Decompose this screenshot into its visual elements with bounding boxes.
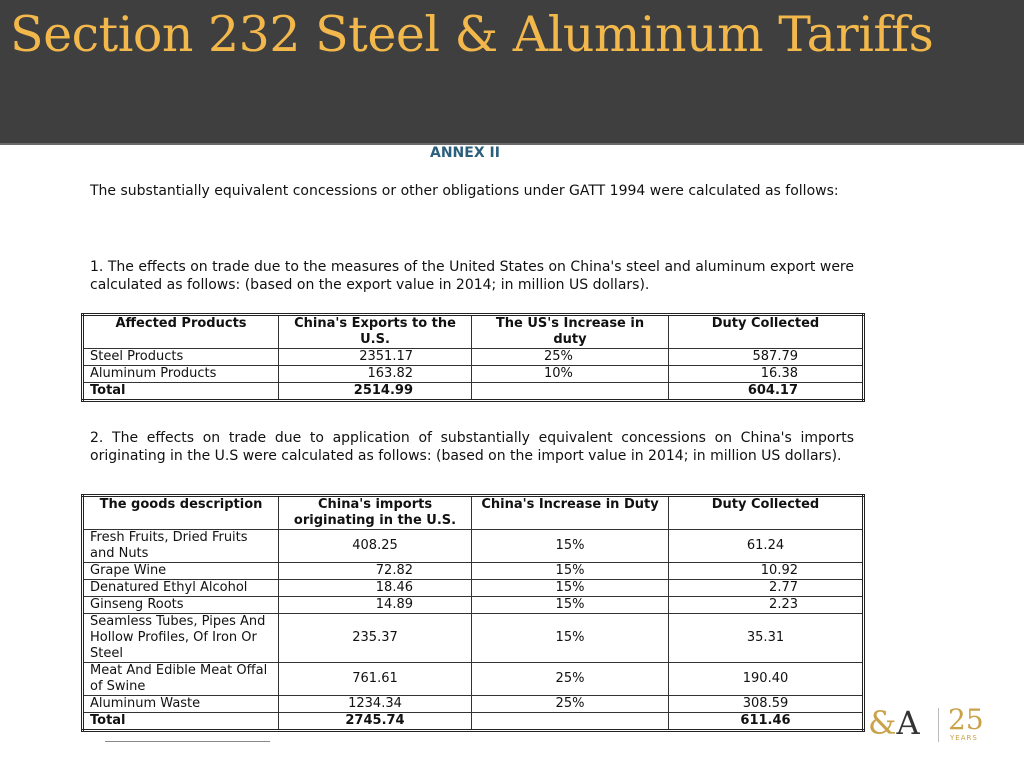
annex-document (68, 145, 868, 768)
table-cell: 15% (472, 580, 669, 597)
logo-mark (868, 704, 920, 742)
table-cell: Aluminum Waste (83, 696, 279, 713)
slide-title: Section 232 Steel & Aluminum Tariffs (10, 6, 934, 63)
table-cell: 235.37 (279, 614, 472, 663)
table-cell: Grape Wine (83, 563, 279, 580)
table-cell: 15% (472, 614, 669, 663)
table-cell: 61.24 (669, 530, 864, 563)
table-cell: 15% (472, 597, 669, 614)
table-cell: 10% (472, 366, 669, 383)
table-cell: Aluminum Products (83, 366, 279, 383)
company-logo (868, 700, 998, 750)
table-row (83, 663, 864, 696)
table-cell: 25% (472, 349, 669, 366)
table-cell: Total (83, 713, 279, 731)
table-cell: 15% (472, 563, 669, 580)
table-header: China's Exports to the U.S. (279, 315, 472, 349)
table-cell: 2.77 (669, 580, 864, 597)
annex-heading: ANNEX II (430, 145, 500, 161)
table-header: Affected Products (83, 315, 279, 349)
table-row (83, 530, 864, 563)
table-cell: 761.61 (279, 663, 472, 696)
table-cell: 2351.17 (279, 349, 472, 366)
table-cell: 163.82 (279, 366, 472, 383)
table-header: Duty Collected (669, 496, 864, 530)
table-total-row (83, 383, 864, 401)
logo-letter: A (896, 704, 920, 742)
table-header: China's Increase in Duty (472, 496, 669, 530)
table-header-row (83, 496, 864, 530)
table-cell: Fresh Fruits, Dried Fruits and Nuts (83, 530, 279, 563)
table-cell: 18.46 (279, 580, 472, 597)
table-cell: 14.89 (279, 597, 472, 614)
table-cell: 604.17 (669, 383, 864, 401)
table-cell: Ginseng Roots (83, 597, 279, 614)
logo-divider (938, 708, 939, 742)
table-cell: 190.40 (669, 663, 864, 696)
table-cell: 10.92 (669, 563, 864, 580)
table-header: The US's Increase in duty (472, 315, 669, 349)
table-cell: 1234.34 (279, 696, 472, 713)
logo-years-label: YEARS (950, 734, 978, 742)
table-row (83, 349, 864, 366)
logo-ampersand: & (868, 704, 897, 742)
table-cell: Total (83, 383, 279, 401)
table-header-row (83, 315, 864, 349)
table-cell: 35.31 (669, 614, 864, 663)
table-cell: Steel Products (83, 349, 279, 366)
title-bar (0, 0, 1024, 145)
table-cell: 408.25 (279, 530, 472, 563)
table-row (83, 563, 864, 580)
table-steel-aluminum-exports (81, 313, 865, 402)
table-cell: Seamless Tubes, Pipes And Hollow Profiles, Of Iron Or Steel (83, 614, 279, 663)
table-cell: 25% (472, 663, 669, 696)
table-cell: 72.82 (279, 563, 472, 580)
table-cell: Denatured Ethyl Alcohol (83, 580, 279, 597)
table-cell: 2514.99 (279, 383, 472, 401)
footnote-divider (105, 741, 270, 742)
intro-paragraph: The substantially equivalent concessions or other obligations under GATT 1994 were calculated as follows: (90, 183, 839, 199)
table-row (83, 580, 864, 597)
table-cell (472, 713, 669, 731)
table-header: China's imports originating in the U.S. (279, 496, 472, 530)
table-header: Duty Collected (669, 315, 864, 349)
table-row (83, 597, 864, 614)
table-cell: 2745.74 (279, 713, 472, 731)
table-cell (472, 383, 669, 401)
table-cell: 308.59 (669, 696, 864, 713)
table-header: The goods description (83, 496, 279, 530)
table-cell: 611.46 (669, 713, 864, 731)
table-cell: 16.38 (669, 366, 864, 383)
table-row (83, 696, 864, 713)
logo-anniversary-number: 25 (948, 703, 984, 736)
section-1-paragraph: 1. The effects on trade due to the measures of the United States on China's steel and aluminum export were calculated as follows: (based on the export value in 2014; in million US dollars). (90, 259, 854, 293)
table-cell: 587.79 (669, 349, 864, 366)
table-china-imports (81, 494, 865, 732)
table-row (83, 614, 864, 663)
table-cell: 2.23 (669, 597, 864, 614)
section-2-paragraph: 2. The effects on trade due to application of substantially equivalent concessions on China's imports originating in the U.S were calculated as follows: (based on the import value in 2014; in million US dollars). (90, 430, 854, 464)
table-cell: Meat And Edible Meat Offal of Swine (83, 663, 279, 696)
table-cell: 25% (472, 696, 669, 713)
table-total-row (83, 713, 864, 731)
table-row (83, 366, 864, 383)
table-cell: 15% (472, 530, 669, 563)
